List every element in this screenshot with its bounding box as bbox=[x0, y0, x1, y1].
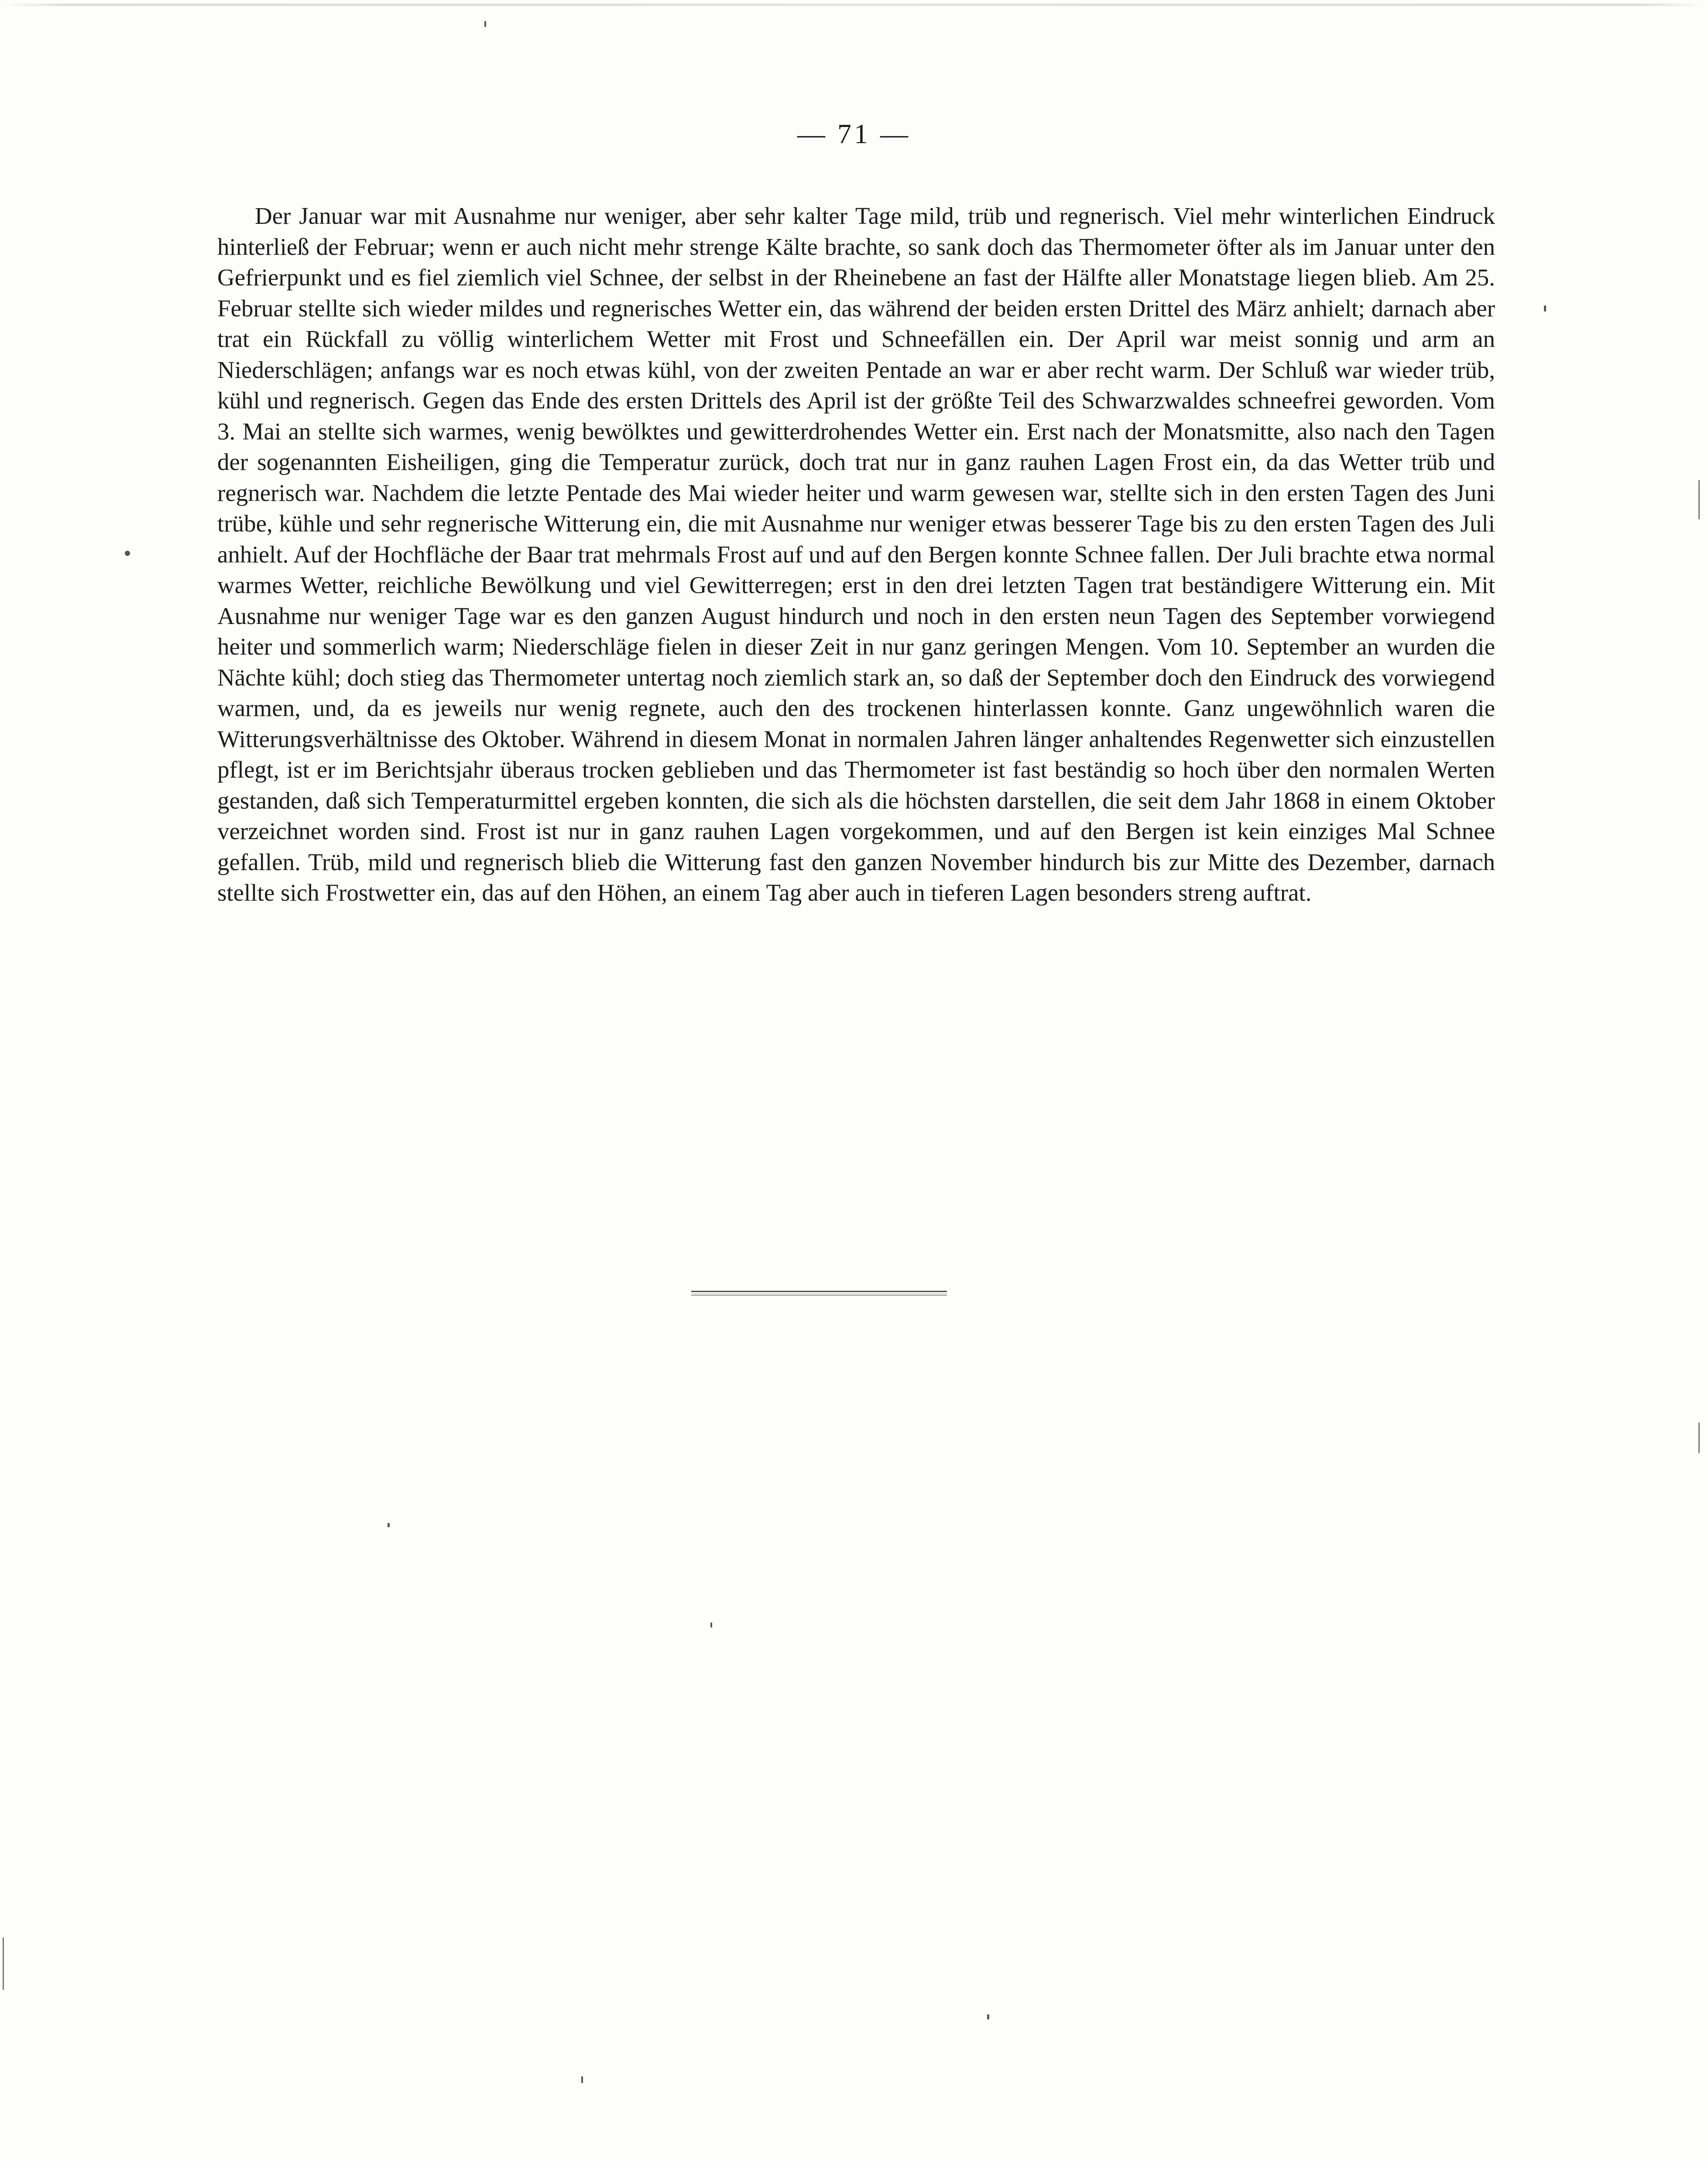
top-edge-rule bbox=[0, 3, 1708, 6]
scan-speck bbox=[388, 1523, 390, 1527]
body-paragraph: Der Januar war mit Ausnahme nur weniger, aber sehr kalter Tage mild, trüb und regnerisch. Viel mehr winterlichen Eindruck hinterließ der Februar; wenn er auch nicht mehr strenge Kälte brachte, so sank doch das Thermometer öfter als im Januar unter den Gefrierpunkt und es fiel ziemlich viel Schnee, der selbst in der Rheinebene an fast der Hälfte aller Monatstage liegen blieb. Am 25. Februar stellte sich wieder mildes und regnerisches Wetter ein, das während der beiden ersten Drittel des März anhielt; darnach aber trat ein Rückfall zu völlig winterlichem Wetter mit Frost und Schneefällen ein. Der April war meist sonnig und arm an Niederschlägen; anfangs war es noch etwas kühl, von der zweiten Pentade an war er aber recht warm. Der Schluß war wieder trüb, kühl und regnerisch. Gegen das Ende des ersten Drittels des April ist der größte Teil des Schwarzwaldes schneefrei geworden. Vom 3. Mai an stellte sich warmes, wenig bewölktes und gewitterdrohendes Wetter ein. Erst nach der Monatsmitte, also nach den Tagen der sogenannten Eisheiligen, ging die Temperatur zurück, doch trat nur in ganz rauhen Lagen Frost ein, da das Wetter trüb und regnerisch war. Nachdem die letzte Pentade des Mai wieder heiter und warm gewesen war, stellte sich in den ersten Tagen des Juni trübe, kühle und sehr regnerische Witterung ein, die mit Ausnahme nur weniger etwas besserer Tage bis zu den ersten Tagen des Juli anhielt. Auf der Hochfläche der Baar trat mehrmals Frost auf und auf den Bergen konnte Schnee fallen. Der Juli brachte etwa normal warmes Wetter, reichliche Bewölkung und viel Gewitterregen; erst in den drei letzten Tagen trat beständigere Witterung ein. Mit Ausnahme nur weniger Tage war es den ganzen August hindurch und noch in den ersten neun Tagen des September vorwiegend heiter und sommerlich warm; Niederschläge fielen in dieser Zeit in nur ganz geringen Mengen. Vom 10. September an wurden die Nächte kühl; doch stieg das Thermometer untertag noch ziemlich stark an, so daß der September doch den Eindruck des vorwiegend warmen, und, da es jeweils nur wenig regnete, auch den des trockenen hinterlassen konnte. Ganz ungewöhnlich waren die Witterungsverhältnisse des Oktober. Während in diesem Monat in normalen Jahren länger anhaltendes Regenwetter sich einzustellen pflegt, ist er im Berichtsjahr überaus trocken geblieben und das Thermometer ist fast beständig so hoch über den normalen Werten gestanden, daß sich Temperaturmittel ergeben konnten, die sich als die höchsten darstellen, die seit dem Jahr 1868 in einem Oktober verzeichnet worden sind. Frost ist nur in ganz rauhen Lagen vorgekommen, und auf den Bergen ist kein einziges Mal Schnee gefallen. Trüb, mild und regnerisch blieb die Witterung fast den ganzen November hindurch bis zur Mitte des Dezember, darnach stellte sich Frostwetter ein, das auf den Höhen, an einem Tag aber auch in tieferen Lagen besonders streng auftrat. bbox=[217, 202, 1495, 906]
scan-speck bbox=[710, 1622, 712, 1628]
page-number: — 71 — bbox=[797, 118, 911, 149]
scan-speck bbox=[987, 2014, 989, 2020]
scan-speck bbox=[125, 551, 130, 556]
right-edge-mark bbox=[1698, 480, 1700, 519]
right-edge-mark bbox=[1698, 1423, 1700, 1453]
scan-speck bbox=[484, 21, 486, 27]
left-edge-mark bbox=[3, 1937, 4, 1990]
scan-speck bbox=[581, 2076, 583, 2083]
separator-inner-line bbox=[691, 1293, 947, 1294]
scan-speck bbox=[1544, 305, 1546, 312]
section-separator-rule bbox=[691, 1291, 947, 1296]
